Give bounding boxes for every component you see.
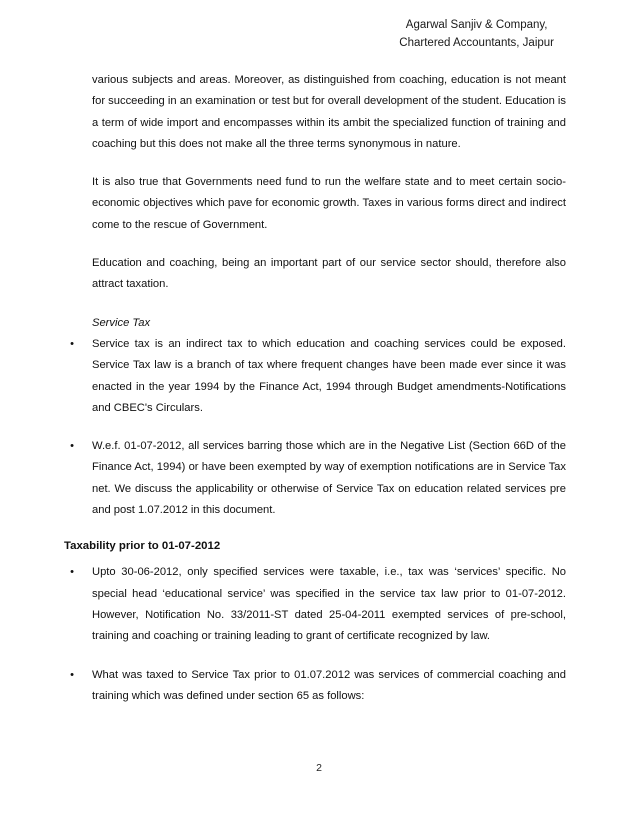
- paragraph-education: various subjects and areas. Moreover, as distinguished from coaching, education is not meant for succeeding in an examination or test but for overall development of the student. Education is a term of wide import and encompasses within its ambit the specialized function of training and coaching but this does not make all the three terms synonymous in nature.: [92, 74, 566, 150]
- list-item: [64, 665, 566, 708]
- bullet-text: What was taxed to Service Tax prior to 01.07.2012 was services of commercial coaching and training which was defined under section 65 as follows:: [92, 668, 566, 702]
- bullet-text: W.e.f. 01-07-2012, all services barring those which are in the Negative List (Section 66D of the Finance Act, 1994) or have been exempted by way of exemption notifications are in Service Tax net. We discuss the applicability or otherwise of Service Tax on education related services pre and post 1.07.2012 in this document.: [92, 440, 566, 517]
- header-firm-name: Agarwal Sanjiv & Company,: [405, 19, 548, 31]
- list-item: [64, 436, 566, 521]
- bullet-text: Upto 30-06-2012, only specified services were taxable, i.e., tax was ‘services’ specific. No special head ‘educational service’ was specified in the service tax law prior to 01-07-2012. However, Notification No. 33/2011-ST dated 25-04-2011 exempted services of pre-school, training and coaching or training leading to grant of certificate recognized by law.: [92, 566, 566, 643]
- bullet-icon: •: [70, 337, 74, 350]
- paragraph-governments: It is also true that Governments need fund to run the welfare state and to meet certain socio-economic objectives which pave for economic growth. Taxes in various forms direct and indirect come to the rescue of Government.: [92, 176, 566, 231]
- bullet-icon: •: [70, 668, 74, 681]
- bullet-icon: •: [70, 440, 74, 453]
- list-item: [64, 334, 566, 419]
- bullet-icon: •: [70, 566, 74, 579]
- list-item: [64, 562, 566, 647]
- page-body: [64, 70, 566, 707]
- page-number: 2: [316, 762, 322, 774]
- paragraph-taxation: Education and coaching, being an important part of our service sector should, therefore also attract taxation.: [92, 257, 566, 291]
- header-firm-subtitle: Chartered Accountants, Jaipur: [399, 37, 554, 49]
- page-header: [399, 16, 554, 52]
- service-tax-heading: Service Tax: [92, 316, 151, 329]
- taxability-heading: Taxability prior to 01-07-2012: [64, 540, 221, 553]
- bullet-text: Service tax is an indirect tax to which education and coaching services could be exposed. Service Tax law is a branch of tax where frequent changes have been made ever since it was enacted in the year 1994 by the Finance Act, 1994 through Budget amendments-Notifications and CBEC's Circulars.: [92, 337, 566, 414]
